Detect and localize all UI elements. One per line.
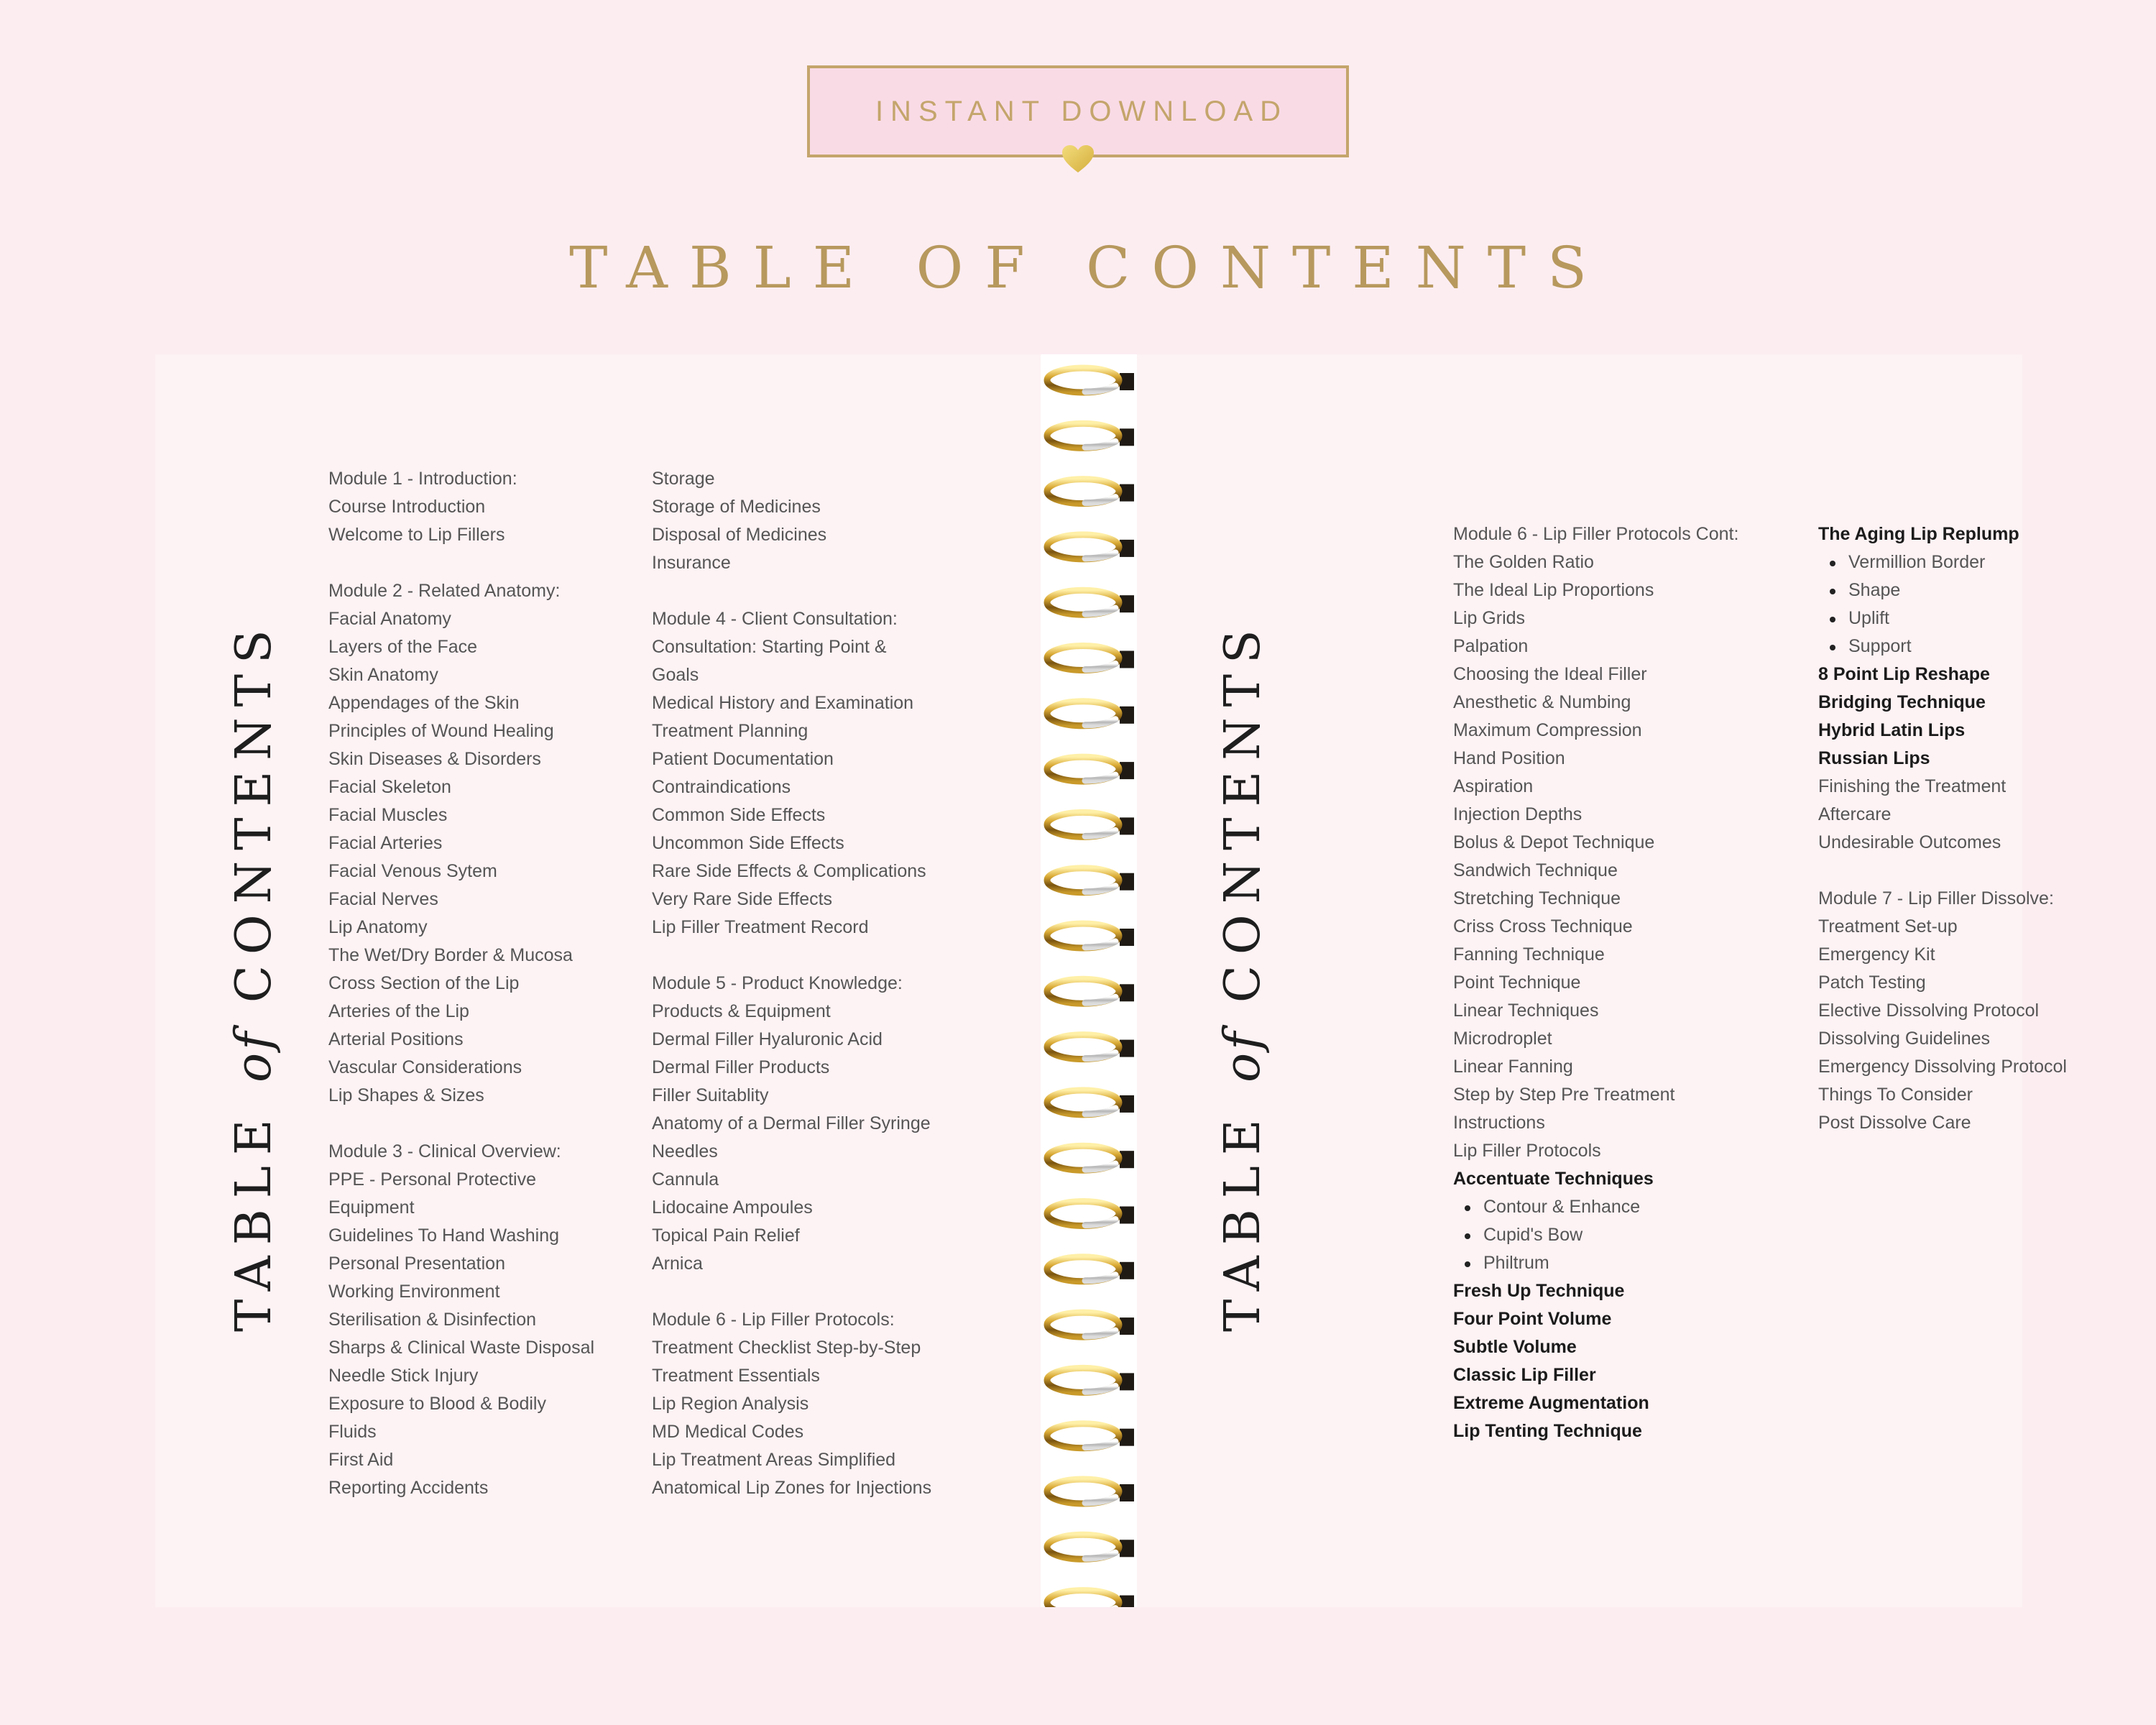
toc-item: Russian Lips (1818, 748, 1930, 768)
spiral-ring-icon (1041, 354, 1137, 1607)
toc-item: Lip Filler Treatment Record (652, 917, 869, 937)
toc-item: Rare Side Effects & Complications (652, 861, 926, 881)
spiral-ring (1047, 1146, 1134, 1170)
toc-item: Lip Region Analysis (652, 1394, 809, 1414)
toc-item: Hybrid Latin Lips (1818, 720, 1966, 740)
toc-item: Lip Anatomy (328, 917, 428, 937)
toc-item: Aftercare (1818, 804, 1892, 824)
spiral-ring (1047, 1202, 1134, 1226)
spiral-ring (1047, 423, 1134, 448)
toc-item: Treatment Checklist Step-by-Step (652, 1338, 921, 1358)
toc-item: Dissolving Guidelines (1818, 1029, 1991, 1049)
toc-item: Facial Arteries (328, 833, 443, 853)
toc-item: Emergency Kit (1818, 944, 1935, 965)
toc-item: Lip Grids (1453, 608, 1526, 628)
toc-item: Lip Treatment Areas Simplified (652, 1450, 896, 1470)
toc-item: Undesirable Outcomes (1818, 832, 2001, 852)
toc-item: Maximum Compression (1453, 720, 1642, 740)
toc-item: Treatment Essentials (652, 1366, 820, 1386)
toc-item: Facial Anatomy (328, 609, 451, 629)
spiral-ring (1047, 1535, 1134, 1559)
spiral-ring (1047, 535, 1134, 559)
toc-item: Contraindications (652, 777, 791, 797)
toc-item: First Aid (328, 1450, 394, 1470)
toc-item: Bolus & Depot Technique (1453, 832, 1655, 852)
toc-item: Finishing the Treatment (1818, 776, 2007, 796)
toc-item: Accentuate Techniques (1453, 1169, 1654, 1189)
toc-item: Common Side Effects (652, 805, 826, 825)
toc-item: Course Introduction (328, 497, 486, 517)
vertical-title-post: CONTENTS (1215, 619, 1271, 1029)
toc-item: Module 2 - Related Anatomy: (328, 581, 561, 601)
toc-item: Anatomy of a Dermal Filler Syringe (652, 1113, 931, 1133)
toc-bullet-item: Cupid's Bow (1453, 1221, 1738, 1249)
toc-item: Sharps & Clinical Waste Disposal (328, 1338, 595, 1358)
toc-item: Needles (652, 1141, 718, 1162)
toc-item: Choosing the Ideal Filler (1453, 664, 1647, 684)
toc-item: Lidocaine Ampoules (652, 1197, 813, 1218)
toc-spacer (328, 1110, 594, 1138)
spiral-ring (1047, 702, 1134, 726)
toc-item: Disposal of Medicines (652, 525, 827, 545)
spiral-ring (1047, 1424, 1134, 1448)
toc-item: Module 7 - Lip Filler Dissolve: (1818, 888, 2054, 908)
vertical-title-pre: TABLE (1215, 1082, 1271, 1332)
toc-item: Linear Techniques (1453, 1000, 1599, 1021)
toc-item: Subtle Volume (1453, 1337, 1577, 1357)
toc-item: Needle Stick Injury (328, 1366, 479, 1386)
toc-item: Injection Depths (1453, 804, 1583, 824)
vertical-title-post: CONTENTS (226, 619, 282, 1029)
toc-item: Microdroplet (1453, 1029, 1552, 1049)
spiral-ring (1047, 1035, 1134, 1059)
toc-item: Facial Nerves (328, 889, 438, 909)
toc-item: Four Point Volume (1453, 1309, 1612, 1329)
toc-bullet-item: Philtrum (1453, 1249, 1738, 1277)
page-title: TABLE OF CONTENTS (569, 234, 1608, 301)
toc-item: Welcome to Lip Fillers (328, 525, 505, 545)
toc-item: Working Environment (328, 1282, 500, 1302)
spiral-ring (1047, 1479, 1134, 1504)
svg-text:TABLE of CONTENTS (1215, 619, 1271, 1332)
spiral-ring (1047, 868, 1134, 893)
spiral-ring (1047, 757, 1134, 781)
toc-item: Facial Venous Sytem (328, 861, 497, 881)
toc-item: Module 5 - Product Knowledge: (652, 973, 903, 993)
toc-item: The Aging Lip Replump (1818, 524, 2019, 544)
toc-item: The Wet/Dry Border & Mucosa (328, 945, 573, 965)
right-page (1137, 354, 2067, 1607)
toc-item: Things To Consider (1818, 1085, 1973, 1105)
vertical-title-italic: of (1215, 1029, 1271, 1082)
toc-item: Module 6 - Lip Filler Protocols: (652, 1310, 895, 1330)
toc-item: Principles of Wound Healing (328, 721, 554, 741)
toc-item: PPE - Personal Protective (328, 1169, 537, 1190)
toc-item: Consultation: Starting Point & (652, 637, 887, 657)
toc-item: Filler Suitablity (652, 1085, 769, 1105)
toc-item: The Golden Ratio (1453, 552, 1594, 572)
toc-item: Appendages of the Skin (328, 693, 520, 713)
toc-item: Post Dissolve Care (1818, 1113, 1971, 1133)
toc-item: Module 1 - Introduction: (328, 469, 517, 489)
toc-item: Goals (652, 665, 699, 685)
toc-item: Step by Step Pre Treatment (1453, 1085, 1675, 1105)
toc-item: Extreme Augmentation (1453, 1393, 1649, 1413)
toc-item: Sterilisation & Disinfection (328, 1310, 537, 1330)
toc-item: Vascular Considerations (328, 1057, 522, 1077)
toc-bullet-item: Shape (1818, 576, 2067, 604)
spiral-ring (1047, 924, 1134, 948)
vertical-title-pre: TABLE (226, 1082, 282, 1332)
notebook-spread (155, 354, 2067, 1607)
toc-item: Dermal Filler Products (652, 1057, 830, 1077)
toc-item: Emergency Dissolving Protocol (1818, 1057, 2067, 1077)
toc-item: Sandwich Technique (1453, 860, 1618, 880)
toc-item: Elective Dissolving Protocol (1818, 1000, 2040, 1021)
toc-item: Medical History and Examination (652, 693, 914, 713)
toc-item: Lip Shapes & Sizes (328, 1085, 484, 1105)
right-vertical-title (1202, 354, 1273, 1607)
toc-item: Dermal Filler Hyaluronic Acid (652, 1029, 883, 1049)
toc-bullet-item: Vermillion Border (1818, 548, 2067, 576)
toc-item: Point Technique (1453, 972, 1581, 993)
toc-item: Treatment Set-up (1818, 916, 1958, 937)
toc-item: Module 6 - Lip Filler Protocols Cont: (1453, 524, 1739, 544)
toc-item: Equipment (328, 1197, 415, 1218)
toc-item: Instructions (1453, 1113, 1545, 1133)
toc-item: Topical Pain Relief (652, 1225, 800, 1246)
toc-item: Skin Diseases & Disorders (328, 749, 541, 769)
spiral-ring (1047, 979, 1134, 1003)
toc-bullet-item: Support (1818, 632, 2067, 661)
toc-item: Arterial Positions (328, 1029, 464, 1049)
toc-item: Very Rare Side Effects (652, 889, 833, 909)
toc-item: Products & Equipment (652, 1001, 831, 1021)
banner-label: INSTANT DOWNLOAD (875, 95, 1289, 127)
toc-item: The Ideal Lip Proportions (1453, 580, 1654, 600)
toc-bullet-item: Contour & Enhance (1453, 1193, 1738, 1221)
spiral-ring (1047, 1090, 1134, 1115)
toc-spacer (328, 549, 594, 577)
toc-item: Skin Anatomy (328, 665, 438, 685)
toc-item: Personal Presentation (328, 1254, 505, 1274)
toc-item: Hand Position (1453, 748, 1565, 768)
toc-item: Storage of Medicines (652, 497, 821, 517)
spiral-binding (1041, 354, 1137, 1607)
toc-spacer (652, 577, 931, 605)
toc-item: Lip Tenting Technique (1453, 1421, 1642, 1441)
toc-item: Patient Documentation (652, 749, 834, 769)
toc-spacer (652, 1278, 931, 1306)
svg-text:TABLE of CONTENTS (226, 619, 282, 1332)
heart-icon (1061, 144, 1095, 174)
toc-item: Module 4 - Client Consultation: (652, 609, 898, 629)
toc-item: Reporting Accidents (328, 1478, 489, 1498)
spiral-ring (1047, 1312, 1134, 1337)
spiral-ring (1047, 812, 1134, 837)
spiral-ring (1047, 479, 1134, 504)
toc-item: Arteries of the Lip (328, 1001, 469, 1021)
toc-item: Exposure to Blood & Bodily (328, 1394, 546, 1414)
toc-column-4 (1818, 520, 2067, 1137)
toc-bullet-item: Uplift (1818, 604, 2067, 632)
toc-item: Insurance (652, 553, 731, 573)
toc-item: Cannula (652, 1169, 719, 1190)
toc-item: Anatomical Lip Zones for Injections (652, 1478, 932, 1498)
toc-item: Facial Skeleton (328, 777, 451, 797)
toc-spacer (1818, 857, 2067, 885)
left-page (155, 354, 1041, 1607)
toc-item: MD Medical Codes (652, 1422, 804, 1442)
spiral-ring (1047, 590, 1134, 615)
toc-item: Storage (652, 469, 715, 489)
toc-item: Patch Testing (1818, 972, 1926, 993)
toc-item: Guidelines To Hand Washing (328, 1225, 560, 1246)
toc-item: Lip Filler Protocols (1453, 1141, 1601, 1161)
spiral-ring (1047, 646, 1134, 671)
vertical-title-italic: of (226, 1029, 282, 1082)
toc-item: Treatment Planning (652, 721, 808, 741)
toc-column-1 (328, 465, 594, 1502)
toc-item: Arnica (652, 1254, 703, 1274)
toc-item: Fresh Up Technique (1453, 1281, 1625, 1301)
spiral-ring (1047, 368, 1134, 392)
toc-item: Linear Fanning (1453, 1057, 1573, 1077)
toc-item: Layers of the Face (328, 637, 478, 657)
spiral-ring (1047, 1591, 1134, 1607)
toc-item: Uncommon Side Effects (652, 833, 844, 853)
toc-item: Palpation (1453, 636, 1529, 656)
toc-item: Bridging Technique (1818, 692, 1986, 712)
toc-item: Fluids (328, 1422, 377, 1442)
toc-spacer (652, 942, 931, 970)
toc-item: Fanning Technique (1453, 944, 1605, 965)
left-vertical-title (213, 354, 285, 1607)
toc-item: Anesthetic & Numbing (1453, 692, 1631, 712)
toc-item: Cross Section of the Lip (328, 973, 520, 993)
spiral-ring (1047, 1257, 1134, 1282)
toc-item: Module 3 - Clinical Overview: (328, 1141, 561, 1162)
toc-item: Aspiration (1453, 776, 1534, 796)
spiral-ring (1047, 1368, 1134, 1392)
toc-item: 8 Point Lip Reshape (1818, 664, 1990, 684)
toc-item: Facial Muscles (328, 805, 448, 825)
toc-column-2 (652, 465, 931, 1502)
toc-item: Classic Lip Filler (1453, 1365, 1596, 1385)
toc-column-3 (1453, 520, 1738, 1445)
toc-item: Criss Cross Technique (1453, 916, 1633, 937)
toc-item: Stretching Technique (1453, 888, 1621, 908)
